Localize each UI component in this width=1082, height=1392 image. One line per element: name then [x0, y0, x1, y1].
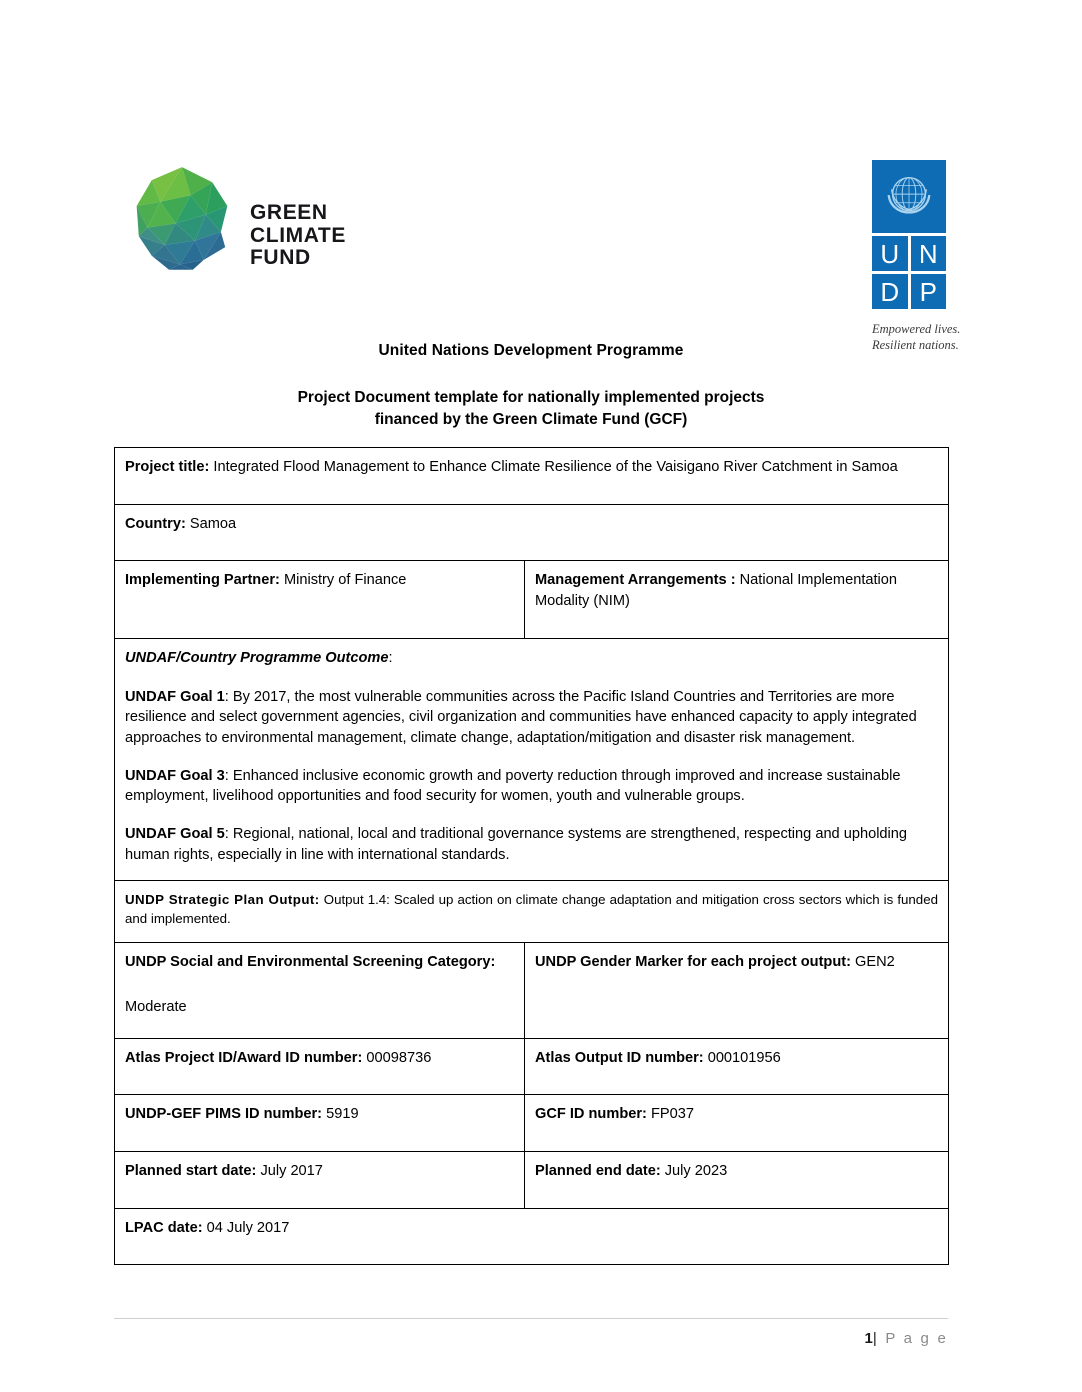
undaf-goal-1-text: : By 2017, the most vulnerable communities across the Pacific Island Countries and Territories are more resilience and select government agencies, civil organization and communities have enhanced capacity to apply integrated approaches to environmental management, climate change, adaptation/mitigation and disaster risk management. — [125, 688, 917, 747]
pims-id-value: 5919 — [326, 1106, 359, 1123]
gcf-wordmark-line-3: FUND — [250, 246, 311, 270]
cell-gcf-id — [525, 1095, 949, 1152]
cell-undaf-outcome — [115, 638, 949, 880]
undp-logo — [872, 160, 968, 353]
table-row-planned-dates — [115, 1152, 949, 1209]
planned-end-date-value: July 2023 — [664, 1163, 728, 1180]
undaf-goal-5-label: UNDAF Goal 5 — [125, 826, 225, 843]
planned-start-date-label: Planned start date: — [125, 1163, 257, 1180]
cell-implementing-partner — [115, 561, 525, 638]
table-row-project-title — [115, 448, 949, 505]
atlas-output-id-label: Atlas Output ID number: — [535, 1049, 704, 1066]
undp-letter-d: D — [872, 274, 908, 309]
atlas-project-id-value: 00098736 — [366, 1049, 432, 1066]
undaf-goal-1-label: UNDAF Goal 1 — [125, 688, 225, 705]
project-summary-table — [114, 447, 949, 1265]
cell-strategic-plan-output — [115, 880, 949, 943]
country-value: Samoa — [189, 515, 237, 532]
table-row-lpac-date — [115, 1208, 949, 1265]
table-row-pims-gcf-ids — [115, 1095, 949, 1152]
footer-page-indicator — [865, 1330, 949, 1347]
green-climate-fund-logo — [128, 165, 346, 273]
un-globe-wreath-icon — [880, 168, 938, 226]
cell-planned-end-date — [525, 1152, 949, 1209]
management-arrangements-value: National Implementation Modality (NIM) — [535, 572, 898, 610]
undaf-goal-5 — [125, 824, 938, 865]
organization-title: United Nations Development Programme — [378, 342, 684, 359]
un-emblem-icon — [872, 160, 946, 233]
lpac-date-label: LPAC date: — [125, 1219, 203, 1236]
lpac-date-value: 04 July 2017 — [206, 1219, 290, 1236]
pims-id-label: UNDP-GEF PIMS ID number: — [125, 1106, 323, 1123]
project-title-label: Project title: — [125, 459, 210, 475]
gcf-wordmark-line-1: GREEN — [250, 200, 328, 224]
table-row-atlas-ids — [115, 1038, 949, 1095]
cell-pims-id — [115, 1095, 525, 1152]
atlas-project-id-label: Atlas Project ID/Award ID number: — [125, 1049, 363, 1066]
implementing-partner-value: Ministry of Finance — [283, 572, 407, 589]
document-heading-block — [114, 342, 948, 431]
gcf-id-label: GCF ID number: — [535, 1106, 647, 1123]
document-subtitle-line-2: financed by the Green Climate Fund (GCF) — [374, 411, 688, 428]
undp-logo-grid — [872, 160, 946, 309]
table-row-sesp-gender — [115, 943, 949, 1038]
undaf-outcome-label: UNDAF/Country Programme Outcome — [125, 649, 389, 666]
gender-marker-label: UNDP Gender Marker for each project output: — [535, 954, 851, 971]
cell-gender-marker — [525, 943, 949, 1038]
cell-sesp-category — [115, 943, 525, 1038]
document-subtitle-line-1: Project Document template for nationally implemented projects — [297, 389, 765, 406]
undaf-outcome-heading — [125, 648, 938, 669]
sesp-category-value: Moderate — [125, 998, 187, 1015]
undaf-goal-3 — [125, 766, 938, 807]
table-row-undaf-outcome — [115, 638, 949, 880]
undp-letter-n: N — [911, 236, 947, 271]
gcf-wordmark — [250, 168, 346, 270]
gcf-wordmark-line-2: CLIMATE — [250, 223, 346, 247]
undaf-goal-3-label: UNDAF Goal 3 — [125, 767, 225, 784]
undp-tagline-line-2: Resilient nations. — [872, 337, 959, 352]
country-label: Country: — [125, 515, 186, 532]
footer-separator: | — [872, 1330, 879, 1347]
table-row-country — [115, 504, 949, 561]
gender-marker-value: GEN2 — [855, 954, 895, 971]
sesp-category-label: UNDP Social and Environmental Screening Category: — [125, 954, 496, 971]
undp-letter-u: U — [872, 236, 908, 271]
undp-letter-grid — [872, 236, 946, 309]
footer-page-number: 1 — [864, 1330, 873, 1347]
implementing-partner-label: Implementing Partner: — [125, 572, 280, 589]
cell-lpac-date — [115, 1208, 949, 1265]
undp-letter-p: P — [911, 274, 947, 309]
undaf-outcome-colon: : — [388, 649, 393, 666]
atlas-output-id-value: 000101956 — [707, 1049, 781, 1066]
undp-tagline-line-1: Empowered lives. — [872, 322, 961, 336]
cell-project-title — [115, 448, 949, 505]
planned-start-date-value: July 2017 — [260, 1163, 323, 1180]
cell-atlas-output-id — [525, 1038, 949, 1095]
undaf-goal-1 — [125, 687, 938, 749]
cell-planned-start-date — [115, 1152, 525, 1209]
table-row-strategic-plan-output — [115, 880, 949, 943]
footer-page-word: P a g e — [885, 1330, 948, 1347]
gcf-id-value: FP037 — [650, 1106, 694, 1123]
cell-atlas-project-id — [115, 1038, 525, 1095]
project-title-value: Integrated Flood Management to Enhance Climate Resilience of the Vaisigano River Catchment in Samoa — [213, 459, 898, 475]
strategic-plan-output-value: Output 1.4: Scaled up action on climate change adaptation and mitigation cross sectors which is funded and implemented. — [125, 891, 938, 926]
table-row-partner-arrangements — [115, 561, 949, 638]
gcf-sphere-icon — [128, 165, 236, 273]
management-arrangements-label: Management Arrangements : — [535, 572, 736, 589]
page-footer — [114, 1318, 948, 1348]
cell-management-arrangements — [525, 561, 949, 638]
undaf-goal-3-text: : Enhanced inclusive economic growth and poverty reduction through improved and increase sustainable employment, livelihood opportunities and food security for women, youth and vulnerable groups. — [125, 767, 901, 805]
undaf-goal-5-text: : Regional, national, local and traditional governance systems are strengthened, respecting and upholding human rights, especially in line with international standards. — [125, 826, 908, 863]
strategic-plan-output-label: UNDP Strategic Plan Output: — [125, 891, 320, 907]
cell-country — [115, 504, 949, 561]
planned-end-date-label: Planned end date: — [535, 1163, 661, 1180]
document-subtitle — [114, 387, 948, 431]
